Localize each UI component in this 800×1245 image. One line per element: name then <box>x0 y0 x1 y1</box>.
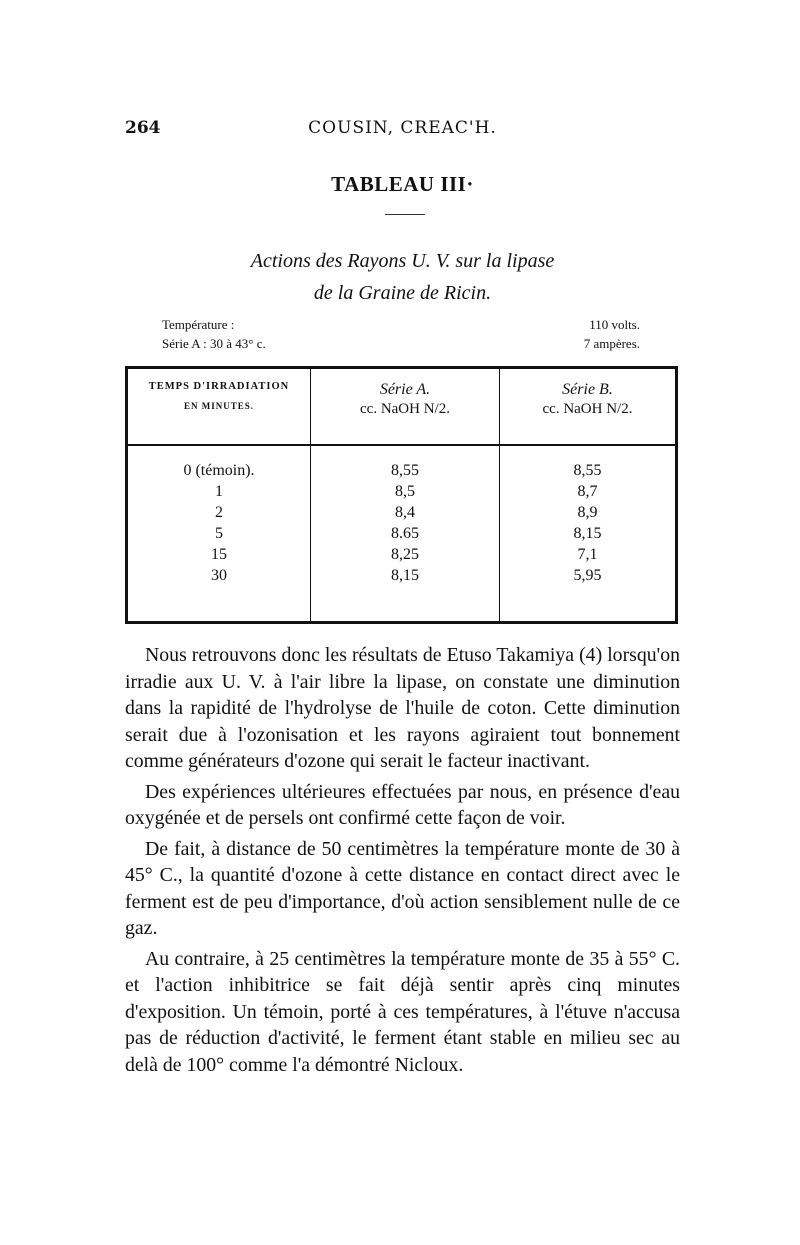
conditions-left <box>162 315 266 353</box>
series-b-value: 8,9 <box>577 504 598 521</box>
paragraph: De fait, à distance de 50 centimètres la température monte de 30 à 45° C., la quantité d'ozone à cette distance en contact direct avec le ferment est de peu d'importance, d'où action sensiblement nulle de ce gaz. <box>125 837 680 939</box>
series-b-label: Série B. <box>562 381 613 398</box>
series-a-value: 8,4 <box>395 504 415 521</box>
series-a-column <box>311 445 500 623</box>
series-b-value: 8,55 <box>573 462 602 479</box>
table-title: TABLEAU III· <box>331 172 474 196</box>
time-value: 0 (témoin). <box>183 462 255 479</box>
series-a-unit: cc. NaOH N/2. <box>360 401 450 417</box>
series-b-value: 8,7 <box>577 483 598 500</box>
series-b-value: 5,95 <box>573 567 602 584</box>
header-time <box>127 368 311 446</box>
body-text <box>125 642 680 1082</box>
series-a-value: 8.65 <box>391 525 419 542</box>
time-value: 1 <box>215 483 223 500</box>
table-header-row <box>127 368 677 446</box>
page-header <box>125 118 680 142</box>
series-a-value: 8,55 <box>391 462 419 479</box>
series-b-value: 8,15 <box>573 525 602 542</box>
series-a-temperature: Série A : 30 à 43° c. <box>162 336 266 351</box>
header-series-b <box>500 368 677 446</box>
series-b-column <box>500 445 677 623</box>
voltage-label: 110 volts. <box>589 317 640 332</box>
header-series-a <box>311 368 500 446</box>
page-number: 264 <box>125 118 161 138</box>
paragraph: Nous retrouvons donc les résultats de Etuso Takamiya (4) lorsqu'on irradie aux U. V. à l'air libre la lipase, on constate une diminution dans la rapidité de l'hydrolyse de l'huile de coton. Cette diminution serait due à l'ozonisation et les rayons agiraient tout bonnement comme générateurs d'ozone qui serait le facteur inactivant. <box>125 644 680 772</box>
running-head: COUSIN, CREAC'H. <box>308 118 497 138</box>
time-value: 5 <box>215 525 223 542</box>
table-caption-line-2: de la Graine de Ricin. <box>313 282 492 304</box>
table-caption-line-1: Actions des Rayons U. V. sur la lipase <box>250 250 555 272</box>
table-body-row <box>127 445 677 623</box>
paragraph: Au contraire, à 25 centimètres la température monte de 35 à 55° C. et l'action inhibitrice se fait déjà sentir après cinq minutes d'exposition. Un témoin, porté à ces températures, à l'étuve n'accusa pas de réduction d'activité, le ferment étant stable en milieu sec au delà de 100° comme l'a démontré Nicloux. <box>125 947 680 1076</box>
time-value: 15 <box>211 546 227 563</box>
time-value: 30 <box>211 567 227 584</box>
temperature-label: Température : <box>162 317 235 332</box>
series-b-value: 7,1 <box>577 546 598 563</box>
series-b-unit: cc. NaOH N/2. <box>542 401 633 417</box>
header-time-line-2: EN MINUTES. <box>183 401 254 411</box>
series-a-value: 8,25 <box>391 546 419 563</box>
header-time-line-1: TEMPS D'IRRADIATION <box>148 381 290 392</box>
time-value: 2 <box>215 504 223 521</box>
amperage-label: 7 ampères. <box>583 336 640 351</box>
data-table <box>125 366 678 624</box>
paragraph: Des expériences ultérieures effectuées par nous, en présence d'eau oxygénée et de persels ont confirmé cette façon de voir. <box>125 780 680 829</box>
time-column <box>127 445 311 623</box>
series-a-label: Série A. <box>379 381 431 398</box>
series-a-value: 8,5 <box>395 483 415 500</box>
series-a-value: 8,15 <box>391 567 419 584</box>
conditions-right <box>584 315 640 353</box>
title-divider <box>385 214 425 215</box>
